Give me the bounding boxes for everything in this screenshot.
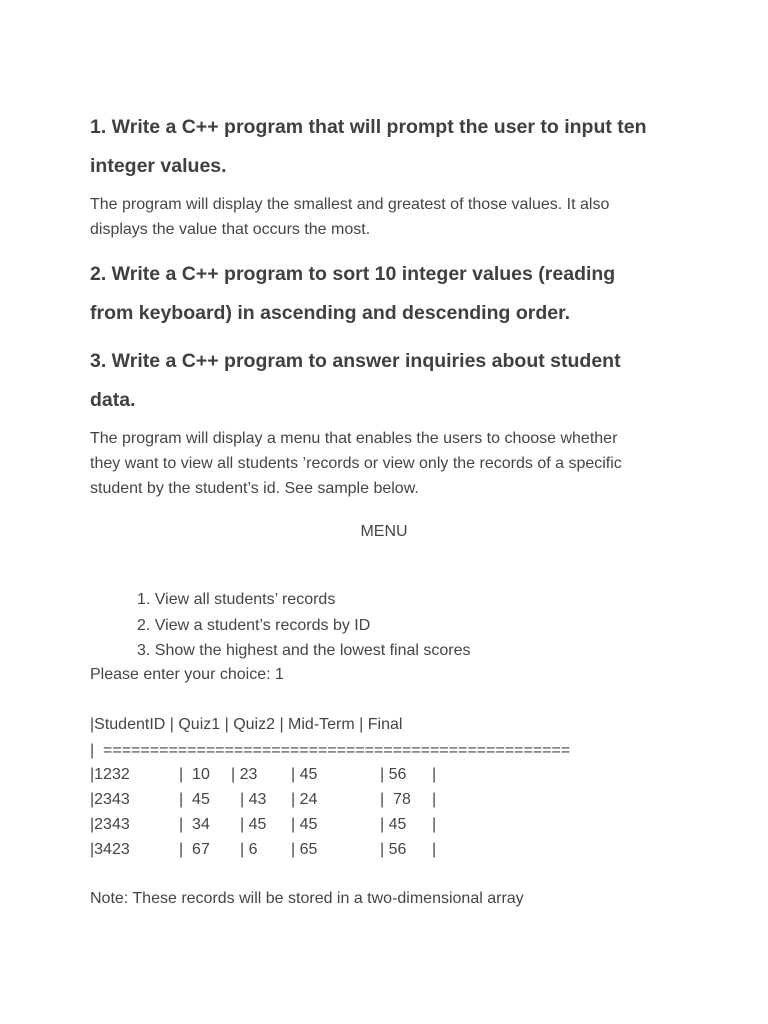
- question-3-description-line1: The program will display a menu that enables the users to choose whether: [90, 430, 618, 447]
- table-cell-quiz2: | 6: [240, 841, 258, 858]
- menu-item: 1. View all students’ records: [137, 591, 336, 608]
- table-cell-id: |3423: [90, 841, 130, 858]
- table-cell-midterm: | 24: [291, 791, 318, 808]
- question-2-heading-line2: from keyboard) in ascending and descending order.: [90, 302, 571, 324]
- table-cell-quiz1: | 10: [179, 766, 210, 783]
- table-cell-quiz2: | 43: [240, 791, 267, 808]
- question-3-heading-line2: data.: [90, 389, 136, 411]
- table-cell-id: |2343: [90, 791, 130, 808]
- question-3-description-line3: student by the student’s id. See sample below.: [90, 480, 419, 497]
- table-cell-final: | 56: [380, 766, 407, 783]
- question-1-heading-line1: 1. Write a C++ program that will prompt the user to input ten: [90, 116, 647, 138]
- table-cell-midterm: | 65: [291, 841, 318, 858]
- question-1-description: [90, 192, 690, 242]
- menu-item: 2. View a student’s records by ID: [137, 616, 371, 634]
- menu-title: MENU: [360, 523, 408, 540]
- table-cell-quiz2: | 23: [231, 766, 258, 783]
- table-cell-id: |1232: [90, 766, 130, 783]
- question-2-heading: [90, 255, 690, 333]
- footnote: Note: These records will be stored in a two-dimensional array: [90, 890, 524, 907]
- table-cell-quiz2: | 45: [240, 816, 267, 833]
- menu-prompt: Please enter your choice: 1: [90, 666, 284, 683]
- table-separator: | ==================================================: [90, 742, 571, 759]
- question-1-heading: [90, 108, 690, 186]
- menu-item: 3. Show the highest and the lowest final scores: [137, 642, 471, 659]
- table-cell-end: |: [432, 791, 437, 808]
- table-cell-final: | 45: [380, 816, 407, 833]
- menu-list: [137, 587, 471, 664]
- table-cell-end: |: [432, 766, 437, 783]
- table-cell-end: |: [432, 816, 437, 833]
- question-1-description-line2: displays the value that occurs the most.: [90, 221, 371, 238]
- table-cell-id: |2343: [90, 816, 130, 833]
- question-3-heading: [90, 342, 690, 420]
- question-3-heading-line1: 3. Write a C++ program to answer inquiries about student: [90, 350, 621, 372]
- question-3-description-line2: they want to view all students ’records or view only the records of a specific: [90, 455, 622, 472]
- table-cell-end: |: [432, 841, 437, 858]
- question-2-heading-line1: 2. Write a C++ program to sort 10 integer values (reading: [90, 263, 616, 285]
- table-header: |StudentID | Quiz1 | Quiz2 | Mid-Term | Final: [90, 716, 403, 733]
- table-cell-final: | 78: [380, 791, 411, 808]
- table-cell-quiz1: | 45: [179, 791, 210, 808]
- question-1-heading-line2: integer values.: [90, 155, 227, 177]
- question-1-description-line1: The program will display the smallest and greatest of those values. It also: [90, 196, 610, 213]
- table-cell-midterm: | 45: [291, 766, 318, 783]
- table-cell-quiz1: | 34: [179, 816, 210, 833]
- table-cell-midterm: | 45: [291, 816, 318, 833]
- table-cell-quiz1: | 67: [179, 841, 210, 858]
- table-cell-final: | 56: [380, 841, 407, 858]
- question-3-description: [90, 426, 690, 501]
